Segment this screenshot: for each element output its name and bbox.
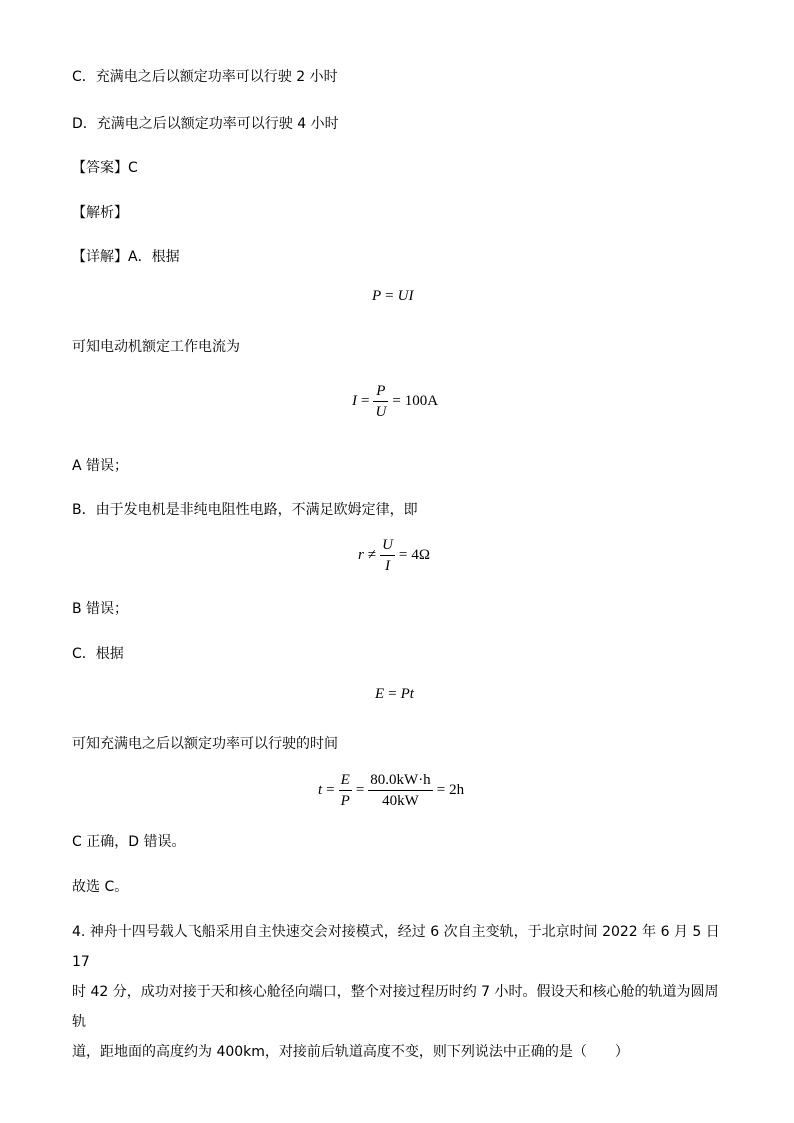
eq5-fraction-1 bbox=[339, 771, 352, 810]
eq2-numerator: P bbox=[373, 382, 388, 402]
eq3-lhs: r bbox=[358, 546, 364, 563]
a-wrong: A 错误； bbox=[72, 458, 129, 474]
eq4-lhs: E bbox=[375, 686, 385, 702]
eq2-lhs: I bbox=[352, 392, 357, 409]
eq5-numerator-2: 80.0kW·h bbox=[368, 771, 432, 791]
eq5-fraction-2 bbox=[368, 771, 432, 810]
eq5-equals-3: = bbox=[436, 781, 446, 798]
equation-time bbox=[318, 771, 464, 810]
equation-current bbox=[352, 382, 438, 421]
equation-energy bbox=[375, 686, 414, 703]
question-4 bbox=[72, 917, 722, 1067]
b-intro: B．由于发电机是非纯电阻性电路，不满足欧姆定律，即 bbox=[72, 502, 418, 518]
eq2-result: 100A bbox=[404, 392, 439, 409]
eq5-equals: = bbox=[326, 781, 335, 798]
equation-power bbox=[372, 288, 413, 305]
eq5-lhs: t bbox=[318, 781, 323, 798]
eq3-numerator: U bbox=[380, 536, 395, 556]
current-intro: 可知电动机额定工作电流为 bbox=[72, 339, 240, 355]
eq5-denominator-1: P bbox=[340, 793, 350, 809]
question-4-line-2: 时 42 分，成功对接于天和核心舱径向端口，整个对接过程历时约 7 小时。假设天和核心舱的轨道为圆周轨 bbox=[72, 984, 719, 1030]
c-correct: C 正确，D 错误。 bbox=[72, 834, 186, 850]
eq3-equals: = bbox=[398, 546, 408, 563]
eq4-rhs: Pt bbox=[400, 686, 414, 702]
time-intro: 可知充满电之后以额定功率可以行驶的时间 bbox=[72, 736, 338, 752]
eq5-equals-2: = bbox=[355, 781, 365, 798]
eq3-denominator: I bbox=[385, 558, 390, 574]
answer-label: 【答案】C bbox=[72, 160, 138, 176]
eq5-denominator-2: 40kW bbox=[382, 793, 419, 809]
equation-resistance bbox=[358, 536, 430, 575]
question-4-line-1: 4. 神舟十四号载人飞船采用自主快速交会对接模式，经过 6 次自主变轨，于北京时间 2022 年 6 月 5 日 17 bbox=[72, 924, 720, 970]
c-intro: C．根据 bbox=[72, 646, 124, 662]
eq2-denominator: U bbox=[375, 404, 387, 420]
detail-a: 【详解】A．根据 bbox=[72, 249, 180, 265]
eq5-numerator-1: E bbox=[339, 771, 352, 791]
eq3-fraction bbox=[380, 536, 395, 575]
option-d: D．充满电之后以额定功率可以行驶 4 小时 bbox=[72, 116, 339, 132]
eq2-fraction bbox=[373, 382, 388, 421]
eq5-result: 2h bbox=[449, 781, 465, 798]
eq2-equals: = bbox=[361, 392, 370, 409]
eq4-equals: = bbox=[388, 686, 397, 702]
eq2-equals-2: = bbox=[392, 392, 401, 409]
choose-c: 故选 C。 bbox=[72, 879, 129, 895]
eq1-rhs: UI bbox=[397, 288, 414, 304]
b-wrong: B 错误； bbox=[72, 601, 129, 617]
analysis-label: 【解析】 bbox=[72, 205, 128, 221]
question-4-line-3: 道，距地面的高度约为 400km，对接前后轨道高度不变，则下列说法中正确的是（ ） bbox=[72, 1044, 629, 1060]
eq1-lhs: P bbox=[372, 288, 382, 304]
eq3-not-equal: ≠ bbox=[367, 546, 377, 563]
eq1-equals: = bbox=[385, 288, 394, 304]
option-c: C．充满电之后以额定功率可以行驶 2 小时 bbox=[72, 69, 338, 85]
eq3-result: 4Ω bbox=[411, 546, 431, 563]
